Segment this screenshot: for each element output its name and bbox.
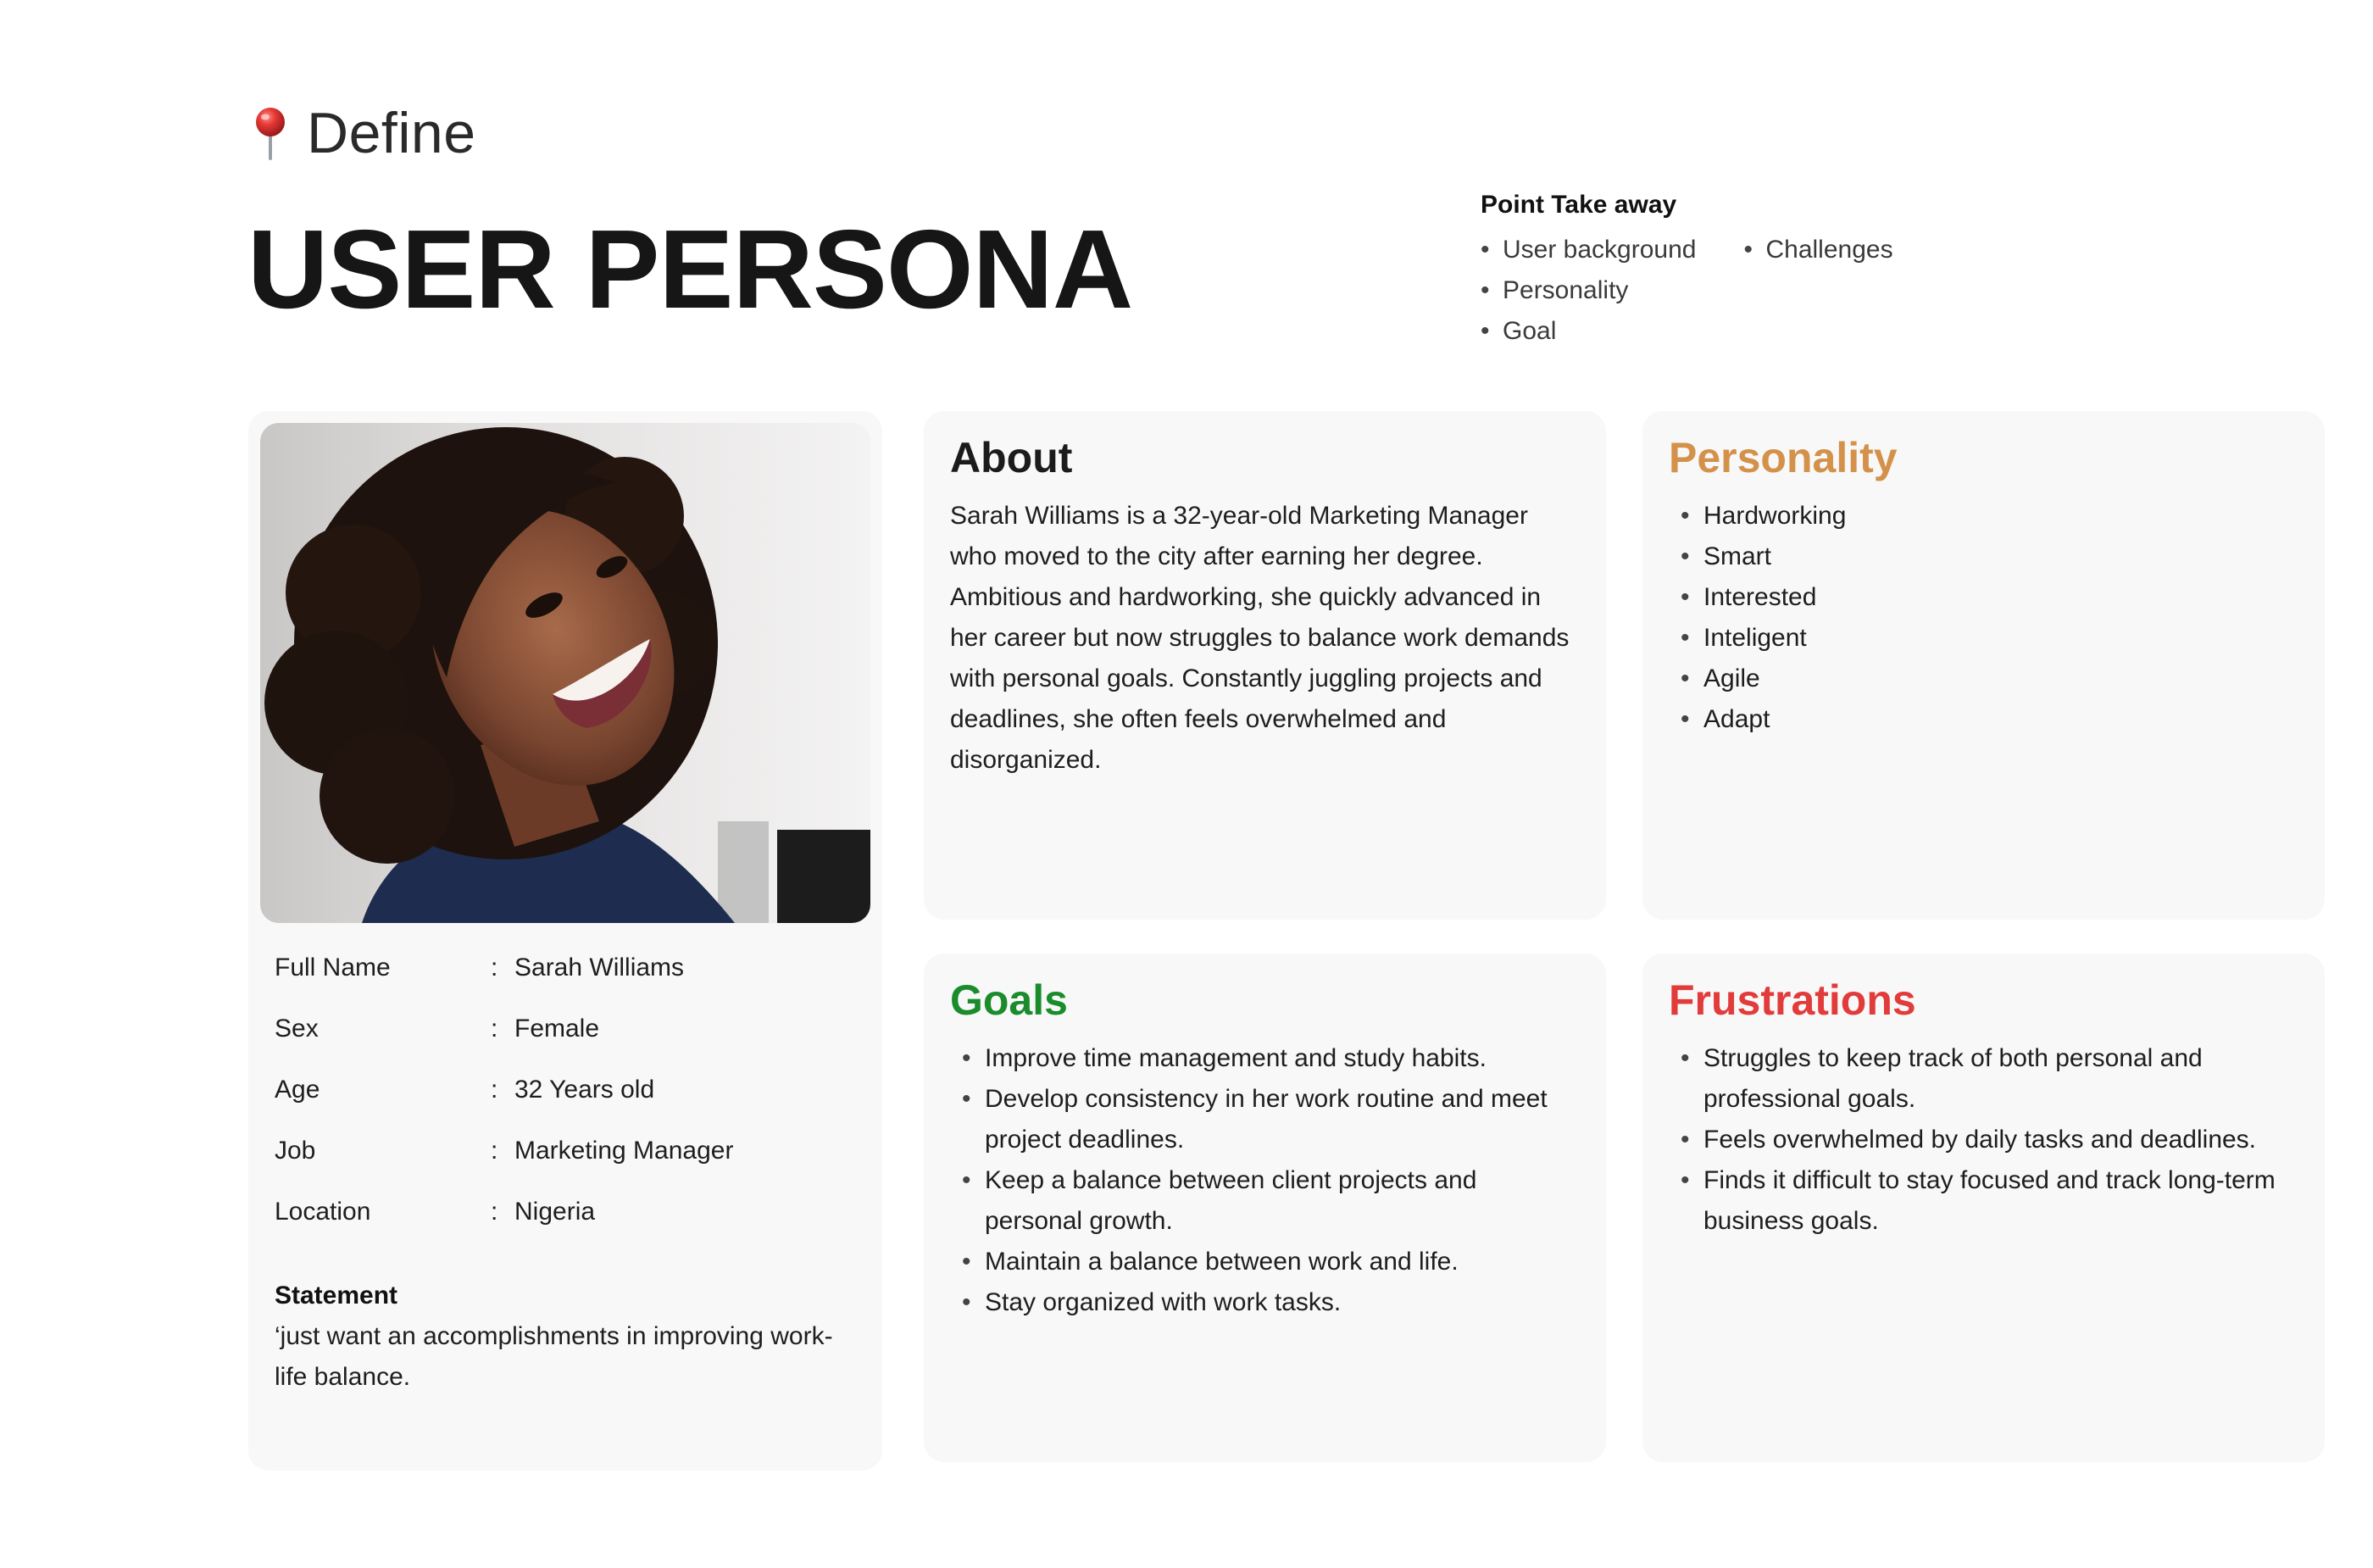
personality-title: Personality xyxy=(1669,434,1898,481)
list-item: • Hardworking xyxy=(1681,502,1847,530)
info-row-age: Age : 32 Years old xyxy=(275,1076,655,1104)
info-row-sex: Sex : Female xyxy=(275,1015,600,1043)
statement-text: ‘just want an accomplishments in improving work-life balance. xyxy=(275,1322,833,1391)
list-item: • Smart xyxy=(1681,542,1772,570)
info-row-location: Location : Nigeria xyxy=(275,1198,596,1226)
pushpin-icon xyxy=(249,106,292,160)
takeaway-list xyxy=(1481,230,1696,352)
statement xyxy=(275,1276,859,1398)
list-item: • Struggles to keep track of both personal and professional goals. xyxy=(1681,1044,2203,1113)
info-row-job: Job : Marketing Manager xyxy=(275,1137,734,1165)
about-title: About xyxy=(950,434,1073,481)
list-item: • Develop consistency in her work routine and meet project deadlines. xyxy=(962,1085,1548,1154)
goals-title: Goals xyxy=(950,976,1068,1024)
list-item: • Personality xyxy=(1481,276,1629,304)
list-item: • Inteligent xyxy=(1681,624,1807,652)
takeaway-title: Point Take away xyxy=(1481,191,1677,219)
page-title: USER PERSONA xyxy=(247,207,1133,331)
section-header xyxy=(249,100,476,166)
profile-card xyxy=(248,411,882,1471)
section-label: Define xyxy=(307,101,476,165)
takeaway-block xyxy=(1481,191,1893,352)
takeaway-list xyxy=(1743,230,1892,352)
list-item: • Goal xyxy=(1481,317,1557,345)
personality-card xyxy=(1642,411,2325,920)
list-item: • Agile xyxy=(1681,664,1760,692)
list-item: • Adapt xyxy=(1681,705,1770,733)
personality-list xyxy=(1681,496,2316,740)
frustrations-list xyxy=(1681,1038,2316,1242)
about-text: Sarah Williams is a 32-year-old Marketing Manager who moved to the city after earning her degree. Ambitious and hardworking, she quickly advanced in her career but now struggles to balance work demands with personal goals. Constantly juggling projects and deadlines, she often feels overwhelmed and disorganized. xyxy=(950,502,1570,774)
goals-list xyxy=(962,1038,1555,1323)
list-item: • Stay organized with work tasks. xyxy=(962,1288,1342,1316)
list-item: • Feels overwhelmed by daily tasks and deadlines. xyxy=(1681,1126,2257,1154)
frustrations-title: Frustrations xyxy=(1669,976,1916,1024)
list-item: • User background xyxy=(1481,236,1697,264)
info-row-full-name: Full Name : Sarah Williams xyxy=(275,954,685,981)
profile-info xyxy=(275,954,851,1259)
list-item: • Keep a balance between client projects and personal growth. xyxy=(962,1166,1477,1235)
list-item: • Maintain a balance between work and life. xyxy=(962,1248,1459,1276)
list-item: • Finds it difficult to stay focused and track long-term business goals. xyxy=(1681,1166,2276,1235)
list-item: • Interested xyxy=(1681,583,1817,611)
list-item: • Challenges xyxy=(1743,236,1893,264)
statement-title: Statement xyxy=(275,1282,398,1309)
goals-card xyxy=(924,954,1606,1462)
frustrations-card xyxy=(1642,954,2325,1462)
persona-photo xyxy=(260,423,870,923)
list-item: • Improve time management and study habits. xyxy=(962,1044,1487,1072)
about-card xyxy=(924,411,1606,920)
